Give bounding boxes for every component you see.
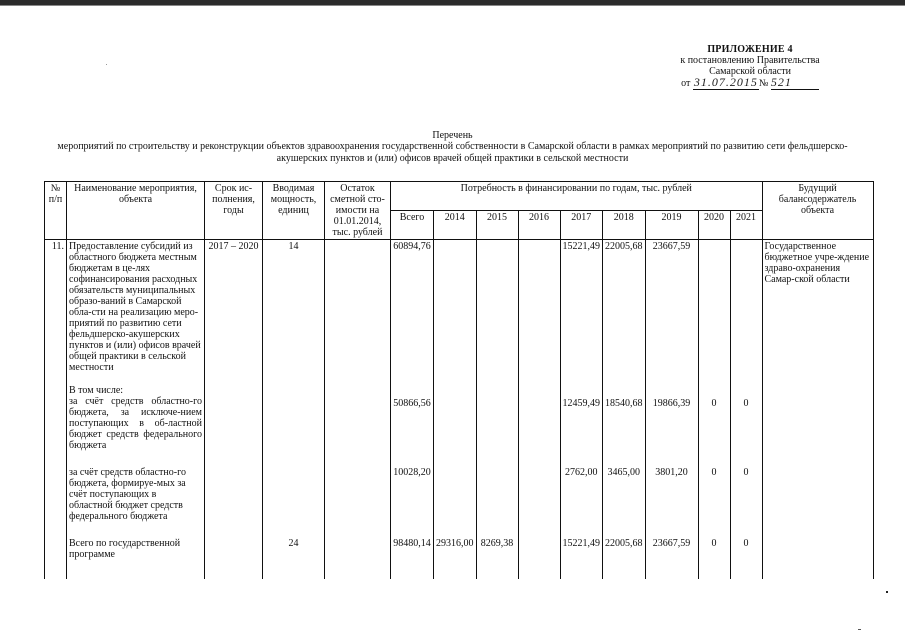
scan-speck xyxy=(106,64,107,65)
cell-no xyxy=(45,537,67,579)
appendix-line-2: Самарской области xyxy=(709,66,791,77)
header-year-2018: 2018 xyxy=(603,211,646,240)
cell-2015: 8269,38 xyxy=(476,537,518,579)
cell-no xyxy=(45,374,67,452)
handwritten-date: 31.07.2015 xyxy=(693,75,758,89)
table-row xyxy=(45,374,874,452)
cell-no xyxy=(45,466,67,523)
cell-remaining xyxy=(325,240,391,375)
table-spacer-row xyxy=(45,452,874,466)
cell-2019: 3801,20 xyxy=(645,466,698,523)
table-header-row-1 xyxy=(45,182,874,211)
table-row xyxy=(45,537,874,579)
cell-name-intro: В том числе: xyxy=(69,385,124,396)
header-year-2015: 2015 xyxy=(476,211,518,240)
cell-2018: 22005,68 xyxy=(603,240,646,375)
cell-2016 xyxy=(518,240,560,375)
funding-table xyxy=(44,181,874,579)
cell-2015 xyxy=(476,466,518,523)
cell-2019: 23667,59 xyxy=(645,240,698,375)
cell-capacity xyxy=(263,374,325,452)
cell-2018: 3465,00 xyxy=(603,466,646,523)
cell-2017: 2762,00 xyxy=(560,466,603,523)
header-period: Срок ис-полнения, годы xyxy=(205,182,263,240)
cell-period xyxy=(205,374,263,452)
header-capacity: Вводимая мощность, единиц xyxy=(263,182,325,240)
cell-2014 xyxy=(434,240,477,375)
cell-2018: 22005,68 xyxy=(603,537,646,579)
cell-capacity: 24 xyxy=(263,537,325,579)
table-row xyxy=(45,240,874,375)
cell-name: за счёт средств областно-го бюджета, формируе-мых за счёт поступающих в областной бюджет средств федерального бюджета xyxy=(67,466,205,523)
header-no: № п/п xyxy=(45,182,67,240)
cell-2021: 0 xyxy=(730,374,762,452)
cell-period: 2017 – 2020 xyxy=(205,240,263,375)
appendix-date-line xyxy=(681,77,819,90)
header-year-2017: 2017 xyxy=(560,211,603,240)
cell-period xyxy=(205,537,263,579)
cell-2014: 29316,00 xyxy=(434,537,477,579)
cell-remaining xyxy=(325,374,391,452)
scan-speck xyxy=(858,629,861,630)
cell-holder xyxy=(762,466,873,523)
header-total: Всего xyxy=(391,211,434,240)
cell-total: 10028,20 xyxy=(391,466,434,523)
cell-capacity: 14 xyxy=(263,240,325,375)
scan-speck xyxy=(886,591,888,593)
document-title: Перечень xyxy=(432,130,473,141)
appendix-line-1: к постановлению Правительства xyxy=(680,55,820,66)
cell-holder: Государственное бюджетное учре-ждение здраво-охранения Самар-ской области xyxy=(762,240,873,375)
cell-2021: 0 xyxy=(730,537,762,579)
header-remaining-cost: Остаток сметной сто-имости на 01.01.2014, тыс. рублей xyxy=(325,182,391,240)
header-year-2020: 2020 xyxy=(698,211,730,240)
header-year-2019: 2019 xyxy=(645,211,698,240)
header-year-2016: 2016 xyxy=(518,211,560,240)
table-row xyxy=(45,466,874,523)
cell-period xyxy=(205,466,263,523)
cell-2017: 12459,49 xyxy=(560,374,603,452)
cell-2016 xyxy=(518,537,560,579)
appendix-block xyxy=(620,44,880,90)
cell-2016 xyxy=(518,466,560,523)
cell-total: 50866,56 xyxy=(391,374,434,452)
cell-2019: 19866,39 xyxy=(645,374,698,452)
header-holder: Будущий балансодержатель объекта xyxy=(762,182,873,240)
cell-2014 xyxy=(434,374,477,452)
header-funding-group: Потребность в финансировании по годам, тыс. рублей xyxy=(391,182,763,211)
cell-no: 11. xyxy=(45,240,67,375)
cell-name xyxy=(67,374,205,452)
header-year-2014: 2014 xyxy=(434,211,477,240)
table-spacer-row xyxy=(45,523,874,537)
cell-remaining xyxy=(325,537,391,579)
cell-2021: 0 xyxy=(730,466,762,523)
document-description: мероприятий по строительству и реконструкции объектов здравоохранения государственной собственности в Самарской области в рамках мероприятий по развитию сети фельдшерско-акушерских пунктов и (или) офисов врачей общей практики в сельской местности xyxy=(57,141,848,164)
cell-total: 98480,14 xyxy=(391,537,434,579)
cell-2017: 15221,49 xyxy=(560,537,603,579)
cell-2020 xyxy=(698,240,730,375)
cell-name: Предоставление субсидий из областного бюджета местным бюджетам в це-лях софинансирования расходных обязательств муниципальных образо-ваний в Самарской обла-сти на реализацию меро-приятий по развитию сети фельдшерско-акушерских пунктов и (или) офисов врачей общей практики в сельской местности xyxy=(67,240,205,375)
cell-capacity xyxy=(263,466,325,523)
date-prefix: от xyxy=(681,78,691,89)
cell-2019: 23667,59 xyxy=(645,537,698,579)
cell-2020: 0 xyxy=(698,466,730,523)
cell-total: 60894,76 xyxy=(391,240,434,375)
cell-2015 xyxy=(476,240,518,375)
cell-2017: 15221,49 xyxy=(560,240,603,375)
cell-holder xyxy=(762,537,873,579)
cell-2020: 0 xyxy=(698,374,730,452)
cell-2020: 0 xyxy=(698,537,730,579)
handwritten-number: 521 xyxy=(770,75,792,89)
number-sign: № xyxy=(758,78,769,89)
header-year-2021: 2021 xyxy=(730,211,762,240)
cell-2014 xyxy=(434,466,477,523)
cell-2021 xyxy=(730,240,762,375)
scan-edge-line xyxy=(0,5,905,6)
appendix-title: ПРИЛОЖЕНИЕ 4 xyxy=(707,44,793,55)
cell-name-text: за счёт средств областно-го бюджета, за исключе-нием поступающих в об-ластной бюджет средств федерального бюджета xyxy=(69,396,202,451)
cell-2016 xyxy=(518,374,560,452)
cell-2018: 18540,68 xyxy=(603,374,646,452)
cell-remaining xyxy=(325,466,391,523)
cell-2015 xyxy=(476,374,518,452)
cell-name: Всего по государственной программе xyxy=(67,537,205,579)
cell-holder xyxy=(762,374,873,452)
header-name: Наименование мероприятия, объекта xyxy=(67,182,205,240)
